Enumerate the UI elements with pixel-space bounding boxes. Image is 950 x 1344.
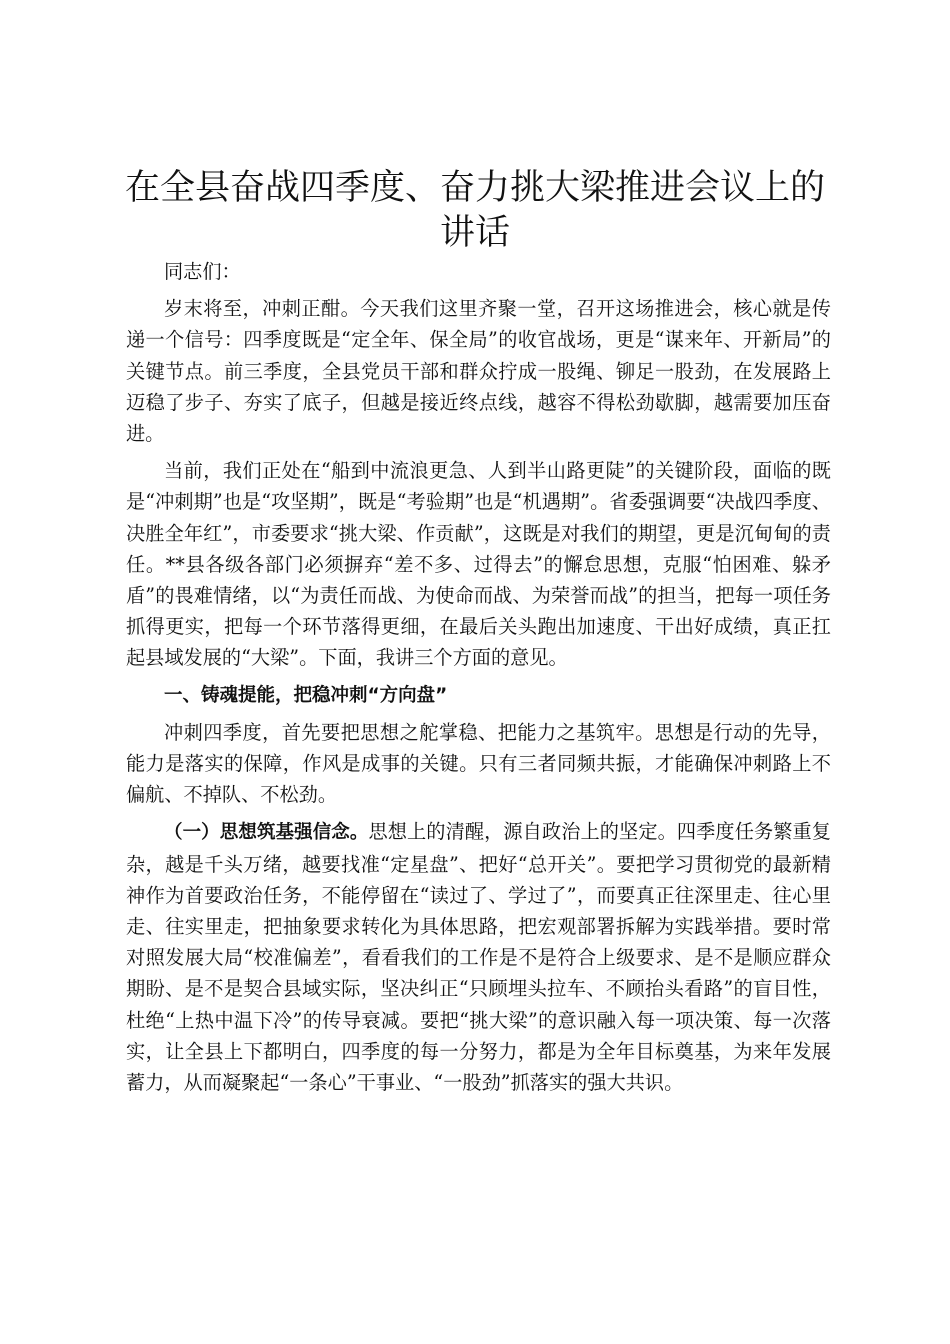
subsection-1-lead: （一）思想筑基强信念。 <box>164 822 369 844</box>
subsection-1-text: 思想上的清醒，源自政治上的坚定。四季度任务繁重复杂，越是千头万绪，越要找准“定星盘”、把好“总开关”。要把学习贯彻党的最新精神作为首要政治任务，不能停留在“读过了、学过了”，而要真正往深里走、往心里走、往实里走，把抽象要求转化为具体思路，把宏观部署拆解为实践举措。要时常对照发展大局“校准偏差”，看看我们的工作是不是符合上级要求、是不是顺应群众期盼、是不是契合县域实际，坚决纠正“只顾埋头拉车、不顾抬头看路”的盲目性，杜绝“上热中温下冷”的传导衰减。要把“挑大梁”的意识融入每一项决策、每一次落实，让全县上下都明白，四季度的每一分努力，都是为全年目标奠基，为来年发展蓄力，从而凝聚起“一条心”干事业、“一股劲”抓落实的强大共识。 <box>126 820 831 1095</box>
section-heading-1: 一、铸魂提能，把稳冲刺“方向盘” <box>164 684 448 706</box>
section-1-intro: 冲刺四季度，首先要把思想之舵掌稳、把能力之基筑牢。思想是行动的先导，能力是落实的保障，作风是成事的关键。只有三者同频共振，才能确保冲刺路上不偏航、不掉队、不松劲。 <box>126 720 831 807</box>
paragraph-context: 当前，我们正处在“船到中流浪更急、人到半山路更陡”的关键阶段，面临的既是“冲刺期”也是“攻坚期”，既是“考验期”也是“机遇期”。省委强调要“决战四季度、决胜全年红”，市委要求“挑大梁、作贡献”，这既是对我们的期望，更是沉甸甸的责任。**县各级各部门必须摒弃“差不多、过得去”的懈怠思想，克服“怕困难、躲矛盾”的畏难情绪，以“为责任而战、为使命而战、为荣誉而战”的担当，把每一项任务抓得更实，把每一个环节落得更细，在最后关头跑出加速度、干出好成绩，真正扛起县域发展的“大梁”。下面，我讲三个方面的意见。 <box>126 459 831 670</box>
salutation: 同志们： <box>164 260 241 283</box>
subsection-1-paragraph <box>126 816 831 1098</box>
document-body <box>126 256 831 1104</box>
paragraph-opening: 岁末将至，冲刺正酣。今天我们这里齐聚一堂，召开这场推进会，核心就是传递一个信号：四季度既是“定全年、保全局”的收官战场，更是“谋来年、开新局”的关键节点。前三季度，全县党员干部和群众拧成一股绳、铆足一股劲，在发展路上迈稳了步子、夯实了底子，但越是接近终点线，越容不得松劲歇脚，越需要加压奋进。 <box>126 297 831 446</box>
document-title: 在全县奋战四季度、奋力挑大梁推进会议上的讲话 <box>124 168 825 253</box>
